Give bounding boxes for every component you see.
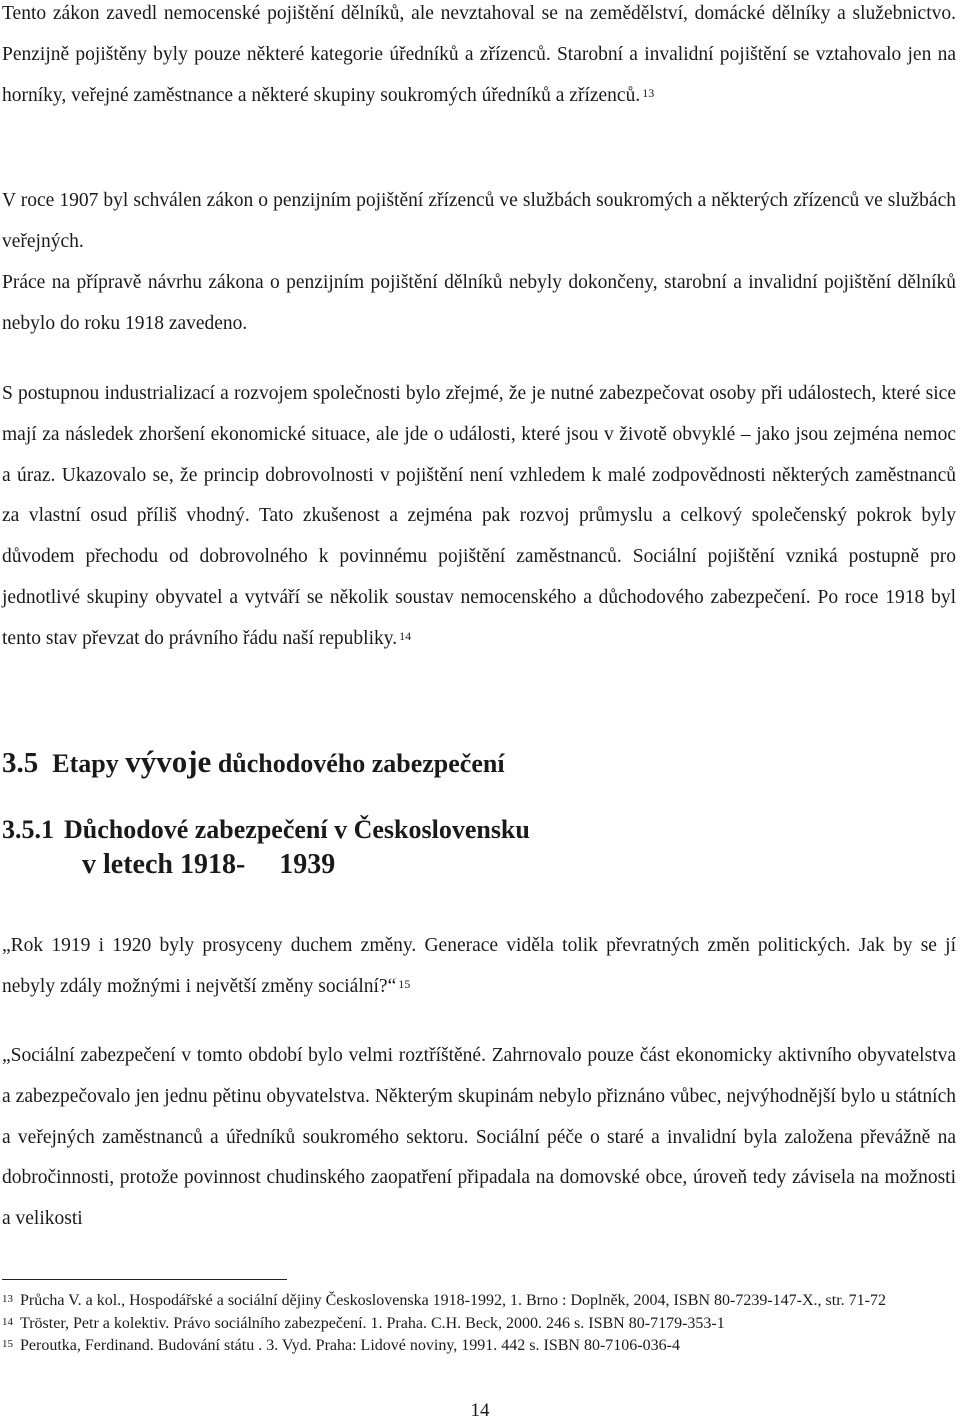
subsection-title-part: v letech 1918- bbox=[82, 849, 246, 880]
subsection-title: Důchodové zabezpečení v Československu bbox=[64, 815, 530, 844]
quote-paragraph bbox=[2, 1036, 956, 1240]
paragraph-text: S postupnou industrializací a rozvojem společnosti bylo zřejmé, že je nutné zabezpečovat osoby při událostech, které sice mají za následek zhoršení ekonomické situace, ale jde o události, které jsou v životě obvyklé – jako jsou zejména nemoc a úraz. Ukazovalo se, že princip dobrovolnosti v pojištění není vzhledem k malé zodpovědnosti některých zaměstnanců za vlastní osud příliš vhodný. Tato zkušenost a zejména pak rozvoj průmyslu a celkový společenský pokrok byly důvodem přechodu od dobrovolného k povinnému pojištění zaměstnanců. Sociální pojištění vzniká postupně pro jednotlivé skupiny obyvatel a vytváří se několik soustav nemocenského a důchodového zabezpečení. Po roce 1918 byl tento stav převzat do právního řádu naší republiky. bbox=[2, 383, 956, 649]
subsection-heading bbox=[2, 815, 530, 845]
footnote-reference[interactable]: 14 bbox=[399, 628, 412, 643]
footnote-reference[interactable]: 15 bbox=[398, 976, 411, 991]
section-title-word: důchodového zabezpečení bbox=[217, 749, 505, 778]
section-title-word: Etapy bbox=[52, 749, 119, 778]
paragraph bbox=[2, 181, 956, 263]
subsection-title-line2 bbox=[82, 849, 335, 881]
paragraph-text: V roce 1907 byl schválen zákon o penzijním pojištění zřízenců ve službách soukromých a některých zřízenců ve službách veřejných. bbox=[2, 190, 956, 252]
paragraph-text: Práce na přípravě návrhu zákona o penzijním pojištění dělníků nebyly dokončeny, starobní a invalidní pojištění dělníků nebylo do roku 1918 zavedeno. bbox=[2, 272, 956, 334]
footnote-number: 13 bbox=[2, 1293, 13, 1305]
section-heading bbox=[2, 744, 505, 780]
footnote bbox=[2, 1335, 932, 1358]
footnote-number: 14 bbox=[2, 1315, 13, 1328]
footnotes bbox=[2, 1290, 932, 1358]
footnote-separator bbox=[2, 1279, 287, 1280]
quote-paragraph bbox=[2, 926, 956, 1008]
paragraph-text: „Sociální zabezpečení v tomto období bylo velmi roztříštěné. Zahrnovalo pouze část ekonomicky aktivního obyvatelstva a zabezpečovalo jen jednu pětinu obyvatelstva. Některým skupinám nebylo přiznáno vůbec, nejvýhodnější bylo u státních a veřejných zaměstnanců a úředníků soukromého sektoru. Sociální péče o staré a invalidní byla založena převážně na dobročinnosti, protože povinnost chudinského zaopatření připadala na domovské obce, úroveň tedy závisela na možnosti a velikosti bbox=[2, 1045, 956, 1230]
footnote bbox=[2, 1313, 932, 1336]
footnote-text: Průcha V. a kol., Hospodářské a sociální dějiny Československa 1918-1992, 1. Brno : Doplněk, 2004, ISBN 80-7239-147-X., str. 71-72 bbox=[20, 1292, 886, 1309]
footnote bbox=[2, 1290, 932, 1313]
footnote-number: 15 bbox=[2, 1338, 13, 1350]
paragraph-text: Tento zákon zavedl nemocenské pojištění dělníků, ale nevztahoval se na zemědělství, domácké dělníky a služebnictvo. Penzijně pojištěny byly pouze některé kategorie úředníků a zřízenců. Starobní a invalidní pojištění se vztahovalo jen na horníky, veřejné zaměstnance a některé skupiny soukromých úředníků a zřízenců. bbox=[2, 3, 956, 106]
paragraph bbox=[2, 0, 956, 116]
footnote-text: Tröster, Petr a kolektiv. Právo sociálního zabezpečení. 1. Praha. C.H. Beck, 2000. 246 s. ISBN 80-7179-353-1 bbox=[20, 1314, 725, 1332]
paragraph-text: „Rok 1919 i 1920 byly prosyceny duchem změny. Generace viděla tolik převratných změn politických. Jak by se jí nebyly zdály možnými i největší změny sociální?“ bbox=[2, 935, 956, 997]
section-number: 3.5 bbox=[2, 747, 39, 779]
subsection-title-part: 1939 bbox=[279, 849, 336, 880]
footnote-text: Peroutka, Ferdinand. Budování státu . 3. Vyd. Praha: Lidové noviny, 1991. 442 s. ISBN 80-7106-036-4 bbox=[20, 1337, 680, 1354]
section-title-word: vývoje bbox=[125, 744, 212, 779]
page-number: 14 bbox=[470, 1400, 490, 1421]
paragraph bbox=[2, 263, 956, 345]
subsection-number: 3.5.1 bbox=[2, 815, 54, 844]
paragraph bbox=[2, 374, 956, 660]
footnote-reference[interactable]: 13 bbox=[642, 85, 655, 100]
